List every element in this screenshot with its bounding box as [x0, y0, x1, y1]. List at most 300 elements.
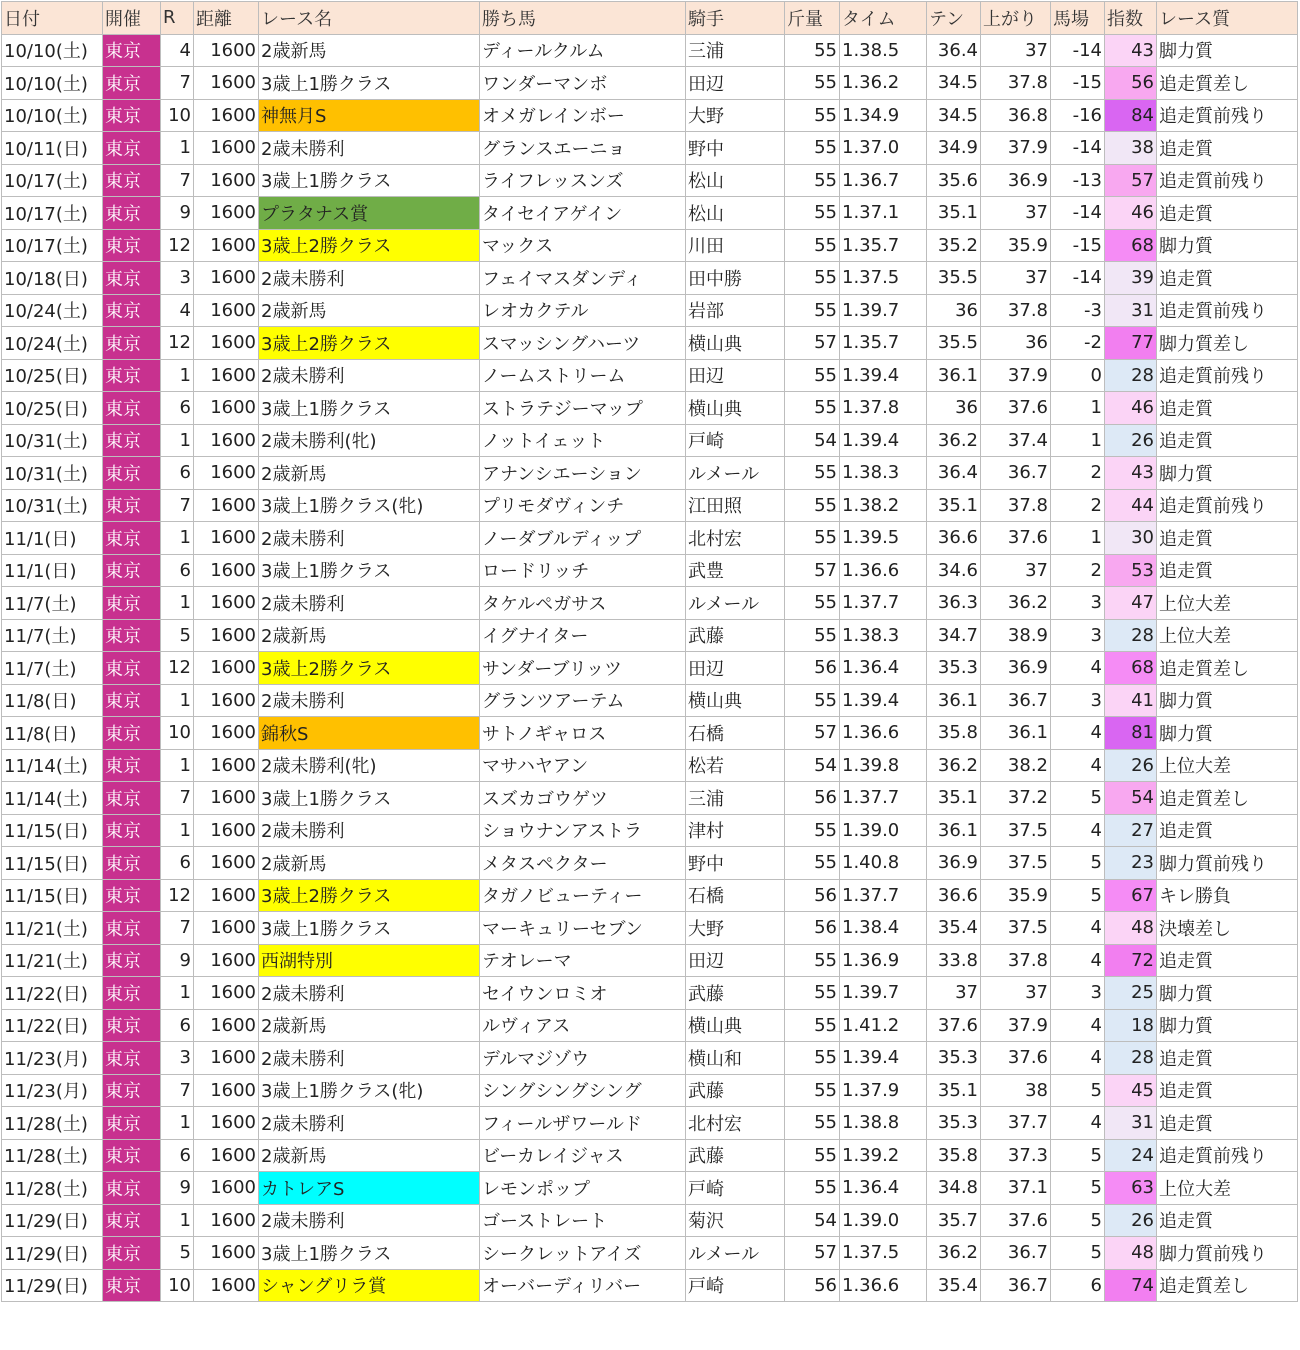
cell-race-number: 5 — [161, 619, 194, 652]
cell-index: 57 — [1105, 164, 1157, 197]
cell-race-name: 2歳未勝利 — [259, 522, 480, 555]
cell-time: 1.39.7 — [840, 294, 927, 327]
table-row — [2, 814, 1298, 847]
cell-distance: 1600 — [194, 229, 259, 262]
cell-race-number: 6 — [161, 1009, 194, 1042]
cell-race-name: 3歳上1勝クラス — [259, 392, 480, 425]
cell-venue: 東京 — [103, 197, 161, 230]
cell-agari: 36.9 — [981, 164, 1051, 197]
cell-distance: 1600 — [194, 197, 259, 230]
cell-jockey: 横山典 — [686, 392, 785, 425]
cell-race-name: 西湖特別 — [259, 944, 480, 977]
cell-time: 1.37.8 — [840, 392, 927, 425]
cell-race-name: 2歳未勝利 — [259, 1204, 480, 1237]
cell-distance: 1600 — [194, 912, 259, 945]
cell-agari: 37.6 — [981, 522, 1051, 555]
cell-distance: 1600 — [194, 489, 259, 522]
cell-winner: マーキュリーセブン — [480, 912, 686, 945]
cell-baba: -14 — [1051, 197, 1105, 230]
cell-date: 11/7(土) — [2, 619, 103, 652]
cell-ten: 36.6 — [927, 879, 981, 912]
cell-quality: 追走質 — [1157, 522, 1298, 555]
cell-winner: タガノビューティー — [480, 879, 686, 912]
table-row — [2, 652, 1298, 685]
cell-time: 1.37.9 — [840, 1074, 927, 1107]
cell-index: 44 — [1105, 489, 1157, 522]
header-race-number: R — [161, 2, 194, 35]
cell-time: 1.36.6 — [840, 554, 927, 587]
cell-winner: スマッシングハーツ — [480, 327, 686, 360]
cell-ten: 35.2 — [927, 229, 981, 262]
cell-index: 24 — [1105, 1139, 1157, 1172]
cell-winner: セイウンロミオ — [480, 977, 686, 1010]
cell-date: 11/15(日) — [2, 847, 103, 880]
cell-jockey: 石橋 — [686, 879, 785, 912]
cell-venue: 東京 — [103, 554, 161, 587]
cell-date: 10/10(土) — [2, 34, 103, 67]
cell-quality: 脚力質 — [1157, 229, 1298, 262]
cell-jockey: ルメール — [686, 587, 785, 620]
cell-winner: グランスエーニョ — [480, 132, 686, 165]
cell-distance: 1600 — [194, 34, 259, 67]
cell-index: 56 — [1105, 67, 1157, 100]
cell-race-name: シャングリラ賞 — [259, 1269, 480, 1302]
cell-distance: 1600 — [194, 684, 259, 717]
cell-baba: -15 — [1051, 67, 1105, 100]
cell-winner: ライフレッスンズ — [480, 164, 686, 197]
cell-ten: 35.1 — [927, 489, 981, 522]
cell-index: 26 — [1105, 424, 1157, 457]
cell-index: 25 — [1105, 977, 1157, 1010]
cell-ten: 35.4 — [927, 912, 981, 945]
cell-date: 10/17(土) — [2, 164, 103, 197]
cell-winner: サンダーブリッツ — [480, 652, 686, 685]
cell-race-number: 12 — [161, 229, 194, 262]
cell-jockey: 武藤 — [686, 1139, 785, 1172]
cell-race-number: 10 — [161, 717, 194, 750]
cell-race-name: 2歳新馬 — [259, 847, 480, 880]
table-row — [2, 67, 1298, 100]
cell-race-number: 9 — [161, 944, 194, 977]
cell-quality: 追走質 — [1157, 1074, 1298, 1107]
cell-agari: 37.5 — [981, 847, 1051, 880]
cell-baba: -16 — [1051, 99, 1105, 132]
cell-race-number: 1 — [161, 1107, 194, 1140]
cell-winner: オメガレインボー — [480, 99, 686, 132]
cell-winner: フェイマスダンディ — [480, 262, 686, 295]
cell-race-name: プラタナス賞 — [259, 197, 480, 230]
cell-ten: 36 — [927, 294, 981, 327]
cell-winner: デルマジゾウ — [480, 1042, 686, 1075]
cell-winner: アナンシエーション — [480, 457, 686, 490]
cell-weight: 55 — [785, 1074, 840, 1107]
cell-race-name: 2歳未勝利 — [259, 587, 480, 620]
cell-weight: 55 — [785, 132, 840, 165]
cell-distance: 1600 — [194, 164, 259, 197]
cell-ten: 35.1 — [927, 782, 981, 815]
cell-ten: 36.1 — [927, 814, 981, 847]
cell-index: 43 — [1105, 457, 1157, 490]
cell-venue: 東京 — [103, 684, 161, 717]
cell-date: 11/29(日) — [2, 1204, 103, 1237]
cell-baba: 5 — [1051, 1237, 1105, 1270]
cell-date: 11/1(日) — [2, 522, 103, 555]
cell-race-name: 3歳上1勝クラス — [259, 912, 480, 945]
cell-weight: 55 — [785, 684, 840, 717]
cell-baba: 4 — [1051, 944, 1105, 977]
cell-quality: 追走質 — [1157, 814, 1298, 847]
cell-date: 10/17(土) — [2, 197, 103, 230]
cell-venue: 東京 — [103, 164, 161, 197]
cell-winner: タケルペガサス — [480, 587, 686, 620]
cell-baba: -14 — [1051, 132, 1105, 165]
cell-date: 10/31(土) — [2, 489, 103, 522]
cell-index: 48 — [1105, 1237, 1157, 1270]
table-row — [2, 1172, 1298, 1205]
cell-baba: -15 — [1051, 229, 1105, 262]
cell-ten: 34.6 — [927, 554, 981, 587]
cell-weight: 57 — [785, 327, 840, 360]
cell-agari: 37.8 — [981, 944, 1051, 977]
cell-distance: 1600 — [194, 749, 259, 782]
cell-venue: 東京 — [103, 1269, 161, 1302]
cell-quality: 追走質 — [1157, 197, 1298, 230]
cell-jockey: 田辺 — [686, 67, 785, 100]
cell-race-name: 3歳上1勝クラス — [259, 67, 480, 100]
cell-date: 11/28(土) — [2, 1139, 103, 1172]
cell-index: 67 — [1105, 879, 1157, 912]
cell-venue: 東京 — [103, 847, 161, 880]
cell-distance: 1600 — [194, 1107, 259, 1140]
cell-ten: 36.9 — [927, 847, 981, 880]
cell-venue: 東京 — [103, 587, 161, 620]
cell-distance: 1600 — [194, 1009, 259, 1042]
cell-time: 1.37.0 — [840, 132, 927, 165]
cell-weight: 55 — [785, 977, 840, 1010]
cell-venue: 東京 — [103, 717, 161, 750]
cell-jockey: 武藤 — [686, 1074, 785, 1107]
cell-index: 26 — [1105, 749, 1157, 782]
cell-ten: 36.2 — [927, 1237, 981, 1270]
cell-agari: 36.8 — [981, 99, 1051, 132]
cell-quality: 追走質 — [1157, 424, 1298, 457]
cell-ten: 34.8 — [927, 1172, 981, 1205]
cell-race-number: 3 — [161, 1042, 194, 1075]
cell-baba: 4 — [1051, 717, 1105, 750]
cell-distance: 1600 — [194, 814, 259, 847]
cell-distance: 1600 — [194, 587, 259, 620]
cell-quality: 上位大差 — [1157, 587, 1298, 620]
cell-race-name: 3歳上1勝クラス — [259, 554, 480, 587]
cell-ten: 36.2 — [927, 424, 981, 457]
cell-ten: 36.4 — [927, 34, 981, 67]
cell-date: 11/22(日) — [2, 977, 103, 1010]
cell-time: 1.37.7 — [840, 782, 927, 815]
cell-venue: 東京 — [103, 749, 161, 782]
cell-baba: 5 — [1051, 1139, 1105, 1172]
cell-weight: 57 — [785, 717, 840, 750]
table-row — [2, 34, 1298, 67]
cell-race-number: 1 — [161, 359, 194, 392]
cell-race-name: 2歳未勝利(牝) — [259, 749, 480, 782]
cell-quality: 脚力質 — [1157, 457, 1298, 490]
cell-jockey: 田辺 — [686, 944, 785, 977]
cell-race-number: 6 — [161, 847, 194, 880]
cell-time: 1.38.2 — [840, 489, 927, 522]
cell-race-name: 錦秋S — [259, 717, 480, 750]
cell-jockey: 松山 — [686, 197, 785, 230]
cell-distance: 1600 — [194, 132, 259, 165]
cell-time: 1.37.5 — [840, 262, 927, 295]
table-row — [2, 327, 1298, 360]
cell-venue: 東京 — [103, 1107, 161, 1140]
cell-index: 77 — [1105, 327, 1157, 360]
cell-ten: 35.6 — [927, 164, 981, 197]
cell-distance: 1600 — [194, 522, 259, 555]
cell-venue: 東京 — [103, 327, 161, 360]
cell-weight: 55 — [785, 587, 840, 620]
cell-winner: プリモダヴィンチ — [480, 489, 686, 522]
cell-time: 1.34.9 — [840, 99, 927, 132]
cell-winner: マサハヤアン — [480, 749, 686, 782]
cell-winner: レオカクテル — [480, 294, 686, 327]
cell-quality: 追走質 — [1157, 1042, 1298, 1075]
cell-venue: 東京 — [103, 294, 161, 327]
cell-date: 10/25(日) — [2, 392, 103, 425]
cell-ten: 36 — [927, 392, 981, 425]
table-row — [2, 489, 1298, 522]
cell-jockey: 武藤 — [686, 619, 785, 652]
cell-distance: 1600 — [194, 1074, 259, 1107]
cell-race-number: 12 — [161, 879, 194, 912]
cell-winner: ロードリッチ — [480, 554, 686, 587]
cell-quality: 上位大差 — [1157, 619, 1298, 652]
cell-baba: 3 — [1051, 684, 1105, 717]
cell-venue: 東京 — [103, 814, 161, 847]
table-row — [2, 717, 1298, 750]
cell-jockey: 横山典 — [686, 1009, 785, 1042]
cell-index: 81 — [1105, 717, 1157, 750]
cell-venue: 東京 — [103, 67, 161, 100]
cell-race-name: 2歳未勝利(牝) — [259, 424, 480, 457]
cell-agari: 36.2 — [981, 587, 1051, 620]
cell-agari: 37.9 — [981, 359, 1051, 392]
cell-date: 11/22(日) — [2, 1009, 103, 1042]
cell-weight: 55 — [785, 1042, 840, 1075]
cell-time: 1.39.4 — [840, 684, 927, 717]
cell-race-number: 1 — [161, 132, 194, 165]
table-row — [2, 587, 1298, 620]
cell-baba: 3 — [1051, 619, 1105, 652]
cell-winner: タイセイアゲイン — [480, 197, 686, 230]
cell-quality: 追走質 — [1157, 554, 1298, 587]
cell-time: 1.37.5 — [840, 1237, 927, 1270]
table-row — [2, 1107, 1298, 1140]
cell-race-number: 1 — [161, 522, 194, 555]
cell-date: 11/28(土) — [2, 1172, 103, 1205]
cell-index: 28 — [1105, 359, 1157, 392]
cell-baba: -14 — [1051, 34, 1105, 67]
cell-distance: 1600 — [194, 652, 259, 685]
cell-time: 1.36.2 — [840, 67, 927, 100]
cell-agari: 37 — [981, 554, 1051, 587]
header-winner: 勝ち馬 — [480, 2, 686, 35]
cell-agari: 37.3 — [981, 1139, 1051, 1172]
cell-race-number: 6 — [161, 457, 194, 490]
cell-quality: 脚力質前残り — [1157, 847, 1298, 880]
cell-race-name: 神無月S — [259, 99, 480, 132]
cell-venue: 東京 — [103, 99, 161, 132]
cell-quality: 脚力質 — [1157, 1009, 1298, 1042]
cell-race-name: 3歳上1勝クラス — [259, 1237, 480, 1270]
cell-quality: 追走質前残り — [1157, 99, 1298, 132]
cell-weight: 55 — [785, 847, 840, 880]
cell-winner: ゴーストレート — [480, 1204, 686, 1237]
cell-baba: 6 — [1051, 1269, 1105, 1302]
cell-quality: 脚力質 — [1157, 34, 1298, 67]
cell-venue: 東京 — [103, 619, 161, 652]
cell-quality: 脚力質 — [1157, 977, 1298, 1010]
cell-jockey: ルメール — [686, 1237, 785, 1270]
cell-time: 1.41.2 — [840, 1009, 927, 1042]
cell-agari: 37.8 — [981, 294, 1051, 327]
cell-race-name: 2歳新馬 — [259, 457, 480, 490]
cell-time: 1.38.3 — [840, 619, 927, 652]
table-row — [2, 359, 1298, 392]
cell-winner: ディールクルム — [480, 34, 686, 67]
cell-ten: 37 — [927, 977, 981, 1010]
cell-ten: 37.6 — [927, 1009, 981, 1042]
table-row — [2, 1009, 1298, 1042]
table-row — [2, 977, 1298, 1010]
cell-distance: 1600 — [194, 1172, 259, 1205]
cell-jockey: 田辺 — [686, 652, 785, 685]
cell-index: 43 — [1105, 34, 1157, 67]
cell-race-number: 7 — [161, 67, 194, 100]
cell-winner: ワンダーマンボ — [480, 67, 686, 100]
cell-jockey: 川田 — [686, 229, 785, 262]
cell-time: 1.36.9 — [840, 944, 927, 977]
cell-race-name: 2歳新馬 — [259, 1009, 480, 1042]
cell-quality: 上位大差 — [1157, 749, 1298, 782]
cell-date: 10/31(土) — [2, 457, 103, 490]
cell-index: 53 — [1105, 554, 1157, 587]
cell-ten: 36.4 — [927, 457, 981, 490]
cell-ten: 35.3 — [927, 652, 981, 685]
cell-ten: 36.2 — [927, 749, 981, 782]
cell-quality: 追走質前残り — [1157, 1139, 1298, 1172]
cell-date: 10/10(土) — [2, 67, 103, 100]
cell-venue: 東京 — [103, 1074, 161, 1107]
cell-ten: 34.5 — [927, 67, 981, 100]
cell-race-name: 3歳上2勝クラス — [259, 327, 480, 360]
cell-weight: 54 — [785, 1204, 840, 1237]
cell-winner: メタスペクター — [480, 847, 686, 880]
cell-venue: 東京 — [103, 34, 161, 67]
cell-weight: 55 — [785, 67, 840, 100]
cell-quality: 上位大差 — [1157, 1172, 1298, 1205]
cell-weight: 54 — [785, 424, 840, 457]
cell-baba: 4 — [1051, 749, 1105, 782]
cell-index: 68 — [1105, 652, 1157, 685]
cell-time: 1.39.4 — [840, 1042, 927, 1075]
cell-index: 18 — [1105, 1009, 1157, 1042]
header-quality: レース質 — [1157, 2, 1298, 35]
cell-jockey: 石橋 — [686, 717, 785, 750]
cell-distance: 1600 — [194, 782, 259, 815]
cell-race-name: 3歳上1勝クラス(牝) — [259, 1074, 480, 1107]
cell-race-name: 3歳上1勝クラス — [259, 164, 480, 197]
cell-agari: 37.9 — [981, 1009, 1051, 1042]
cell-venue: 東京 — [103, 359, 161, 392]
cell-distance: 1600 — [194, 1269, 259, 1302]
table-row — [2, 132, 1298, 165]
cell-date: 11/8(日) — [2, 684, 103, 717]
cell-index: 31 — [1105, 1107, 1157, 1140]
cell-distance: 1600 — [194, 1237, 259, 1270]
cell-date: 11/21(土) — [2, 944, 103, 977]
cell-quality: 追走質 — [1157, 132, 1298, 165]
table-row — [2, 1237, 1298, 1270]
cell-weight: 55 — [785, 34, 840, 67]
cell-quality: 決壊差し — [1157, 912, 1298, 945]
table-row — [2, 782, 1298, 815]
cell-jockey: 横山典 — [686, 327, 785, 360]
header-agari: 上がり — [981, 2, 1051, 35]
cell-weight: 55 — [785, 197, 840, 230]
header-distance: 距離 — [194, 2, 259, 35]
table-row — [2, 554, 1298, 587]
header-ten: テン — [927, 2, 981, 35]
cell-weight: 56 — [785, 782, 840, 815]
cell-index: 47 — [1105, 587, 1157, 620]
cell-venue: 東京 — [103, 424, 161, 457]
cell-index: 45 — [1105, 1074, 1157, 1107]
cell-weight: 55 — [785, 944, 840, 977]
cell-date: 10/25(日) — [2, 359, 103, 392]
cell-venue: 東京 — [103, 879, 161, 912]
cell-baba: 2 — [1051, 457, 1105, 490]
cell-race-number: 1 — [161, 1204, 194, 1237]
cell-race-number: 12 — [161, 327, 194, 360]
cell-baba: 2 — [1051, 554, 1105, 587]
cell-distance: 1600 — [194, 944, 259, 977]
header-jockey: 騎手 — [686, 2, 785, 35]
cell-baba: 4 — [1051, 1042, 1105, 1075]
cell-winner: ビーカレイジャス — [480, 1139, 686, 1172]
cell-date: 11/7(土) — [2, 587, 103, 620]
cell-index: 38 — [1105, 132, 1157, 165]
cell-baba: -3 — [1051, 294, 1105, 327]
cell-jockey: 武藤 — [686, 977, 785, 1010]
cell-date: 11/8(日) — [2, 717, 103, 750]
cell-time: 1.39.4 — [840, 424, 927, 457]
cell-weight: 57 — [785, 1237, 840, 1270]
cell-ten: 35.5 — [927, 262, 981, 295]
cell-winner: シークレットアイズ — [480, 1237, 686, 1270]
cell-winner: グランツアーテム — [480, 684, 686, 717]
cell-venue: 東京 — [103, 1172, 161, 1205]
cell-ten: 34.7 — [927, 619, 981, 652]
cell-jockey: 戸崎 — [686, 424, 785, 457]
cell-venue: 東京 — [103, 782, 161, 815]
cell-ten: 35.7 — [927, 1204, 981, 1237]
cell-quality: 脚力質 — [1157, 717, 1298, 750]
cell-quality: 追走質前残り — [1157, 489, 1298, 522]
cell-baba: 1 — [1051, 522, 1105, 555]
cell-time: 1.39.0 — [840, 1204, 927, 1237]
cell-index: 41 — [1105, 684, 1157, 717]
